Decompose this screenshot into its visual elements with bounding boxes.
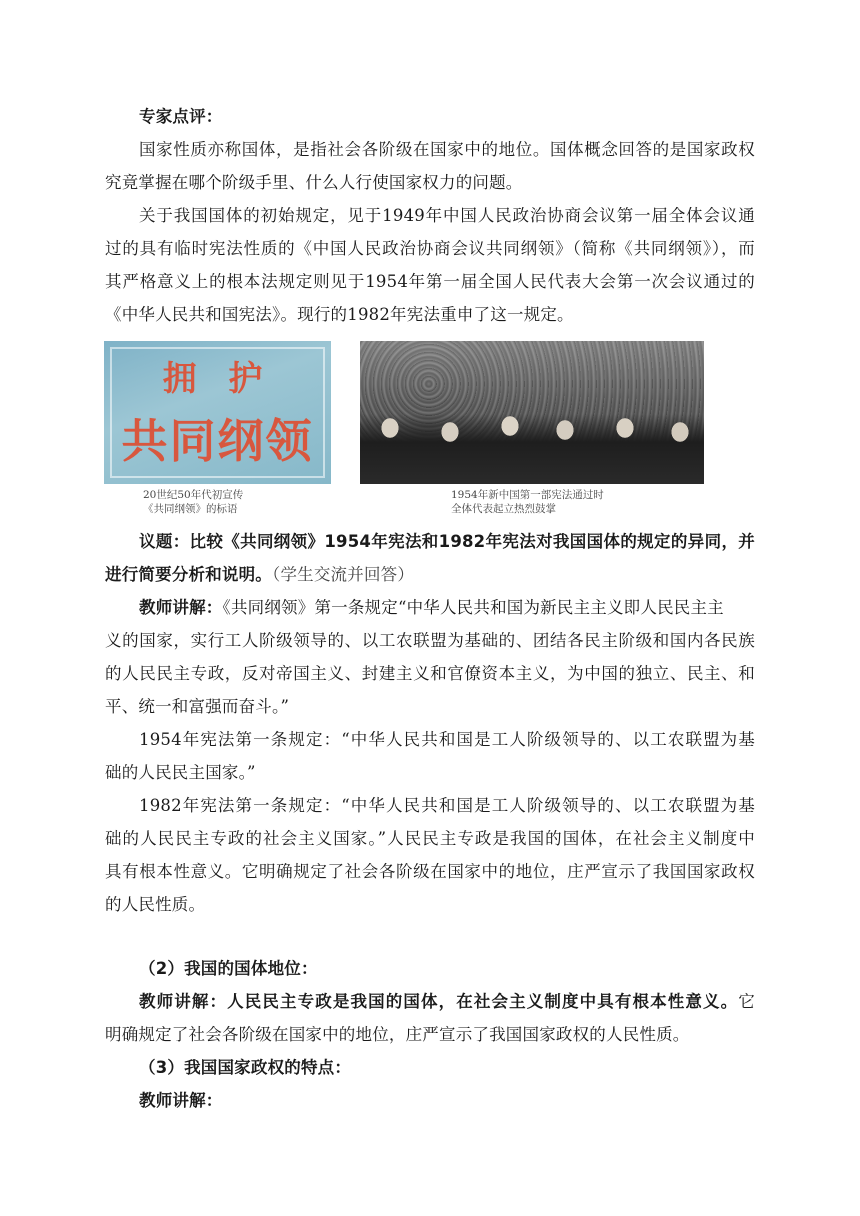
caption-line: 20世纪50年代初宣传 — [143, 489, 244, 501]
paragraph-line: 具有根本性意义。它明确规定了社会各阶级在国家中的地位，庄严宣示了我国国家政权 — [105, 862, 755, 881]
paragraph-line: 1982年宪法第一条规定：“中华人民共和国是工人阶级领导的、以工农联盟为基 — [139, 796, 755, 815]
paragraph-line: 其严格意义上的根本法规定则见于1954年第一届全国人民代表大会第一次会议通过的 — [105, 272, 755, 291]
caption-line: 《共同纲领》的标语 — [143, 503, 238, 515]
student-note: （学生交流并回答） — [272, 565, 415, 584]
paragraph-line: 义的国家，实行工人阶级领导的、以工农联盟为基础的、团结各民主阶级和国内各民族 — [105, 631, 755, 650]
caption-line: 1954年新中国第一部宪法通过时 — [451, 489, 604, 501]
common-program-slogan-image — [104, 341, 331, 484]
slogan-text-top: 拥 护 — [162, 359, 273, 399]
paragraph-line — [105, 991, 755, 1013]
discussion-topic: 议题：比较《共同纲领》1954年宪法和1982年宪法对我国国体的规定的异同，并 — [139, 532, 755, 551]
image-caption-right — [451, 488, 604, 516]
paragraph-line: 础的人民民主国家。” — [105, 763, 256, 782]
teacher-explanation-text: 《共同纲领》第一条规定“中华人民共和国为新民主主义即人民民主主 — [222, 598, 724, 617]
paragraph-line: 过的具有临时宪法性质的《中国人民政治协商会议共同纲领》（简称《共同纲领》），而 — [105, 239, 755, 258]
paragraph-line: 国家性质亦称国体，是指社会各阶级在国家中的地位。国体概念回答的是国家政权 — [139, 140, 755, 159]
image-caption-left — [143, 488, 243, 516]
paragraph-line: 的人民性质。 — [105, 895, 206, 914]
caption-line: 全体代表起立热烈鼓掌 — [451, 503, 556, 515]
paragraph-line — [105, 597, 755, 619]
teacher-explanation-label: 教师讲解： — [139, 598, 223, 617]
teacher-explanation-label: 教师讲解： — [139, 1091, 223, 1110]
paragraph-line: 明确规定了社会各阶级在国家中的地位，庄严宣示了我国国家政权的人民性质。 — [105, 1025, 690, 1044]
paragraph-line: 1954年宪法第一条规定：“中华人民共和国是工人阶级领导的、以工农联盟为基 — [139, 730, 755, 749]
paragraph-line: 平、统一和富强而奋斗。” — [105, 697, 290, 716]
paragraph-line: 的人民民主专政，反对帝国主义、封建主义和官僚资本主义，为中国的独立、民主、和 — [105, 664, 755, 683]
teacher-explanation-bold: 教师讲解：人民民主专政是我国的国体，在社会主义制度中具有根本性意义。 — [139, 992, 739, 1011]
paragraph-line: 究竟掌握在哪个阶级手里、什么人行使国家权力的问题。 — [105, 173, 523, 192]
paragraph-continuation: 它 — [738, 992, 755, 1011]
photo-front-row — [360, 414, 704, 484]
paragraph-line: 关于我国国体的初始规定，见于1949年中国人民政治协商会议第一届全体会议通 — [139, 206, 755, 225]
section-heading-2: （2）我国的国体地位： — [139, 959, 318, 978]
expert-comment-heading: 专家点评： — [139, 107, 223, 126]
slogan-text-bottom: 共同纲领 — [121, 414, 314, 468]
paragraph-line: 《中华人民共和国宪法》。现行的1982年宪法重申了这一规定。 — [105, 305, 574, 324]
section-heading-3: （3）我国国家政权的特点： — [139, 1058, 352, 1077]
constitution-applause-photo — [360, 341, 704, 484]
paragraph-line: 础的人民民主专政的社会主义国家。”人民民主专政是我国的国体，在社会主义制度中 — [105, 829, 755, 848]
discussion-topic-end: 进行简要分析和说明。 — [105, 565, 272, 584]
paragraph-line — [105, 564, 755, 586]
